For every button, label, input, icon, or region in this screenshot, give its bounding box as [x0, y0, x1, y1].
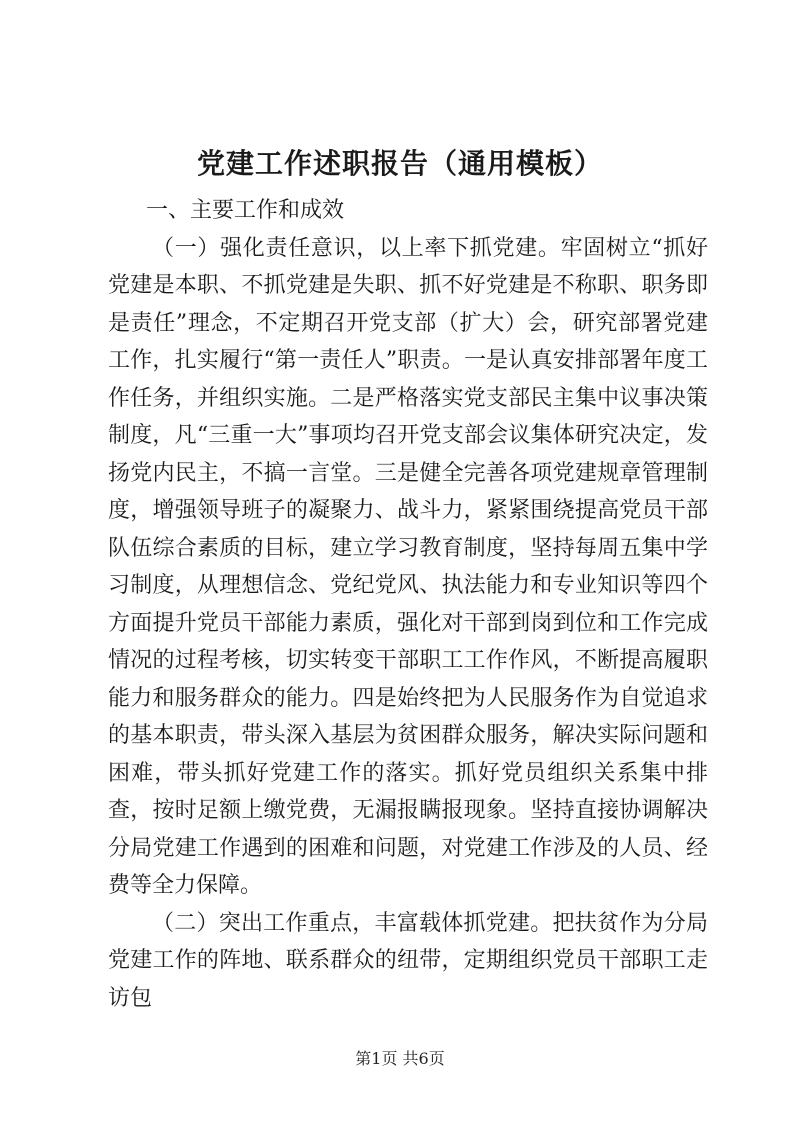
- section-heading: 一、主要工作和成效: [146, 198, 345, 223]
- document-body: [108, 192, 708, 1017]
- paragraph-2: （二）突出工作重点，丰富载体抓党建。把扶贫作为分局党建工作的阵地、联系群众的纽带，定期组织党员干部职工走访包: [108, 910, 708, 1011]
- document-title: 党建工作述职报告（通用模板）: [196, 147, 603, 180]
- paragraph-1: （一）强化责任意识，以上率下抓党建。牢固树立“抓好党建是本职、不抓党建是失职、抓不好党建是不称职、职务即是责任”理念，不定期召开党支部（扩大）会，研究部署党建工作，扎实履行“第一责任人”职责。一是认真安排部署年度工作任务，并组织实施。二是严格落实党支部民主集中议事决策制度，凡“三重一大”事项均召开党支部会议集体研究决定，发扬党内民主，不搞一言堂。三是健全完善各项党建规章管理制度，增强领导班子的凝聚力、战斗力，紧紧围绕提高党员干部队伍综合素质的目标，建立学习教育制度，坚持每周五集中学习制度，从理想信念、党纪党风、执法能力和专业知识等四个方面提升党员干部能力素质，强化对干部到岗到位和工作完成情况的过程考核，切实转变干部职工工作作风，不断提高履职能力和服务群众的能力。四是始终把为人民服务作为自觉追求的基本职责，带头深入基层为贫困群众服务，解决实际问题和困难，带头抓好党建工作的落实。抓好党员组织关系集中排查，按时足额上缴党费，无漏报瞒报现象。坚持直接协调解决分局党建工作遇到的困难和问题，对党建工作涉及的人员、经费等全力保障。: [108, 235, 708, 898]
- page-footer: 第1页 共6页: [355, 1049, 445, 1068]
